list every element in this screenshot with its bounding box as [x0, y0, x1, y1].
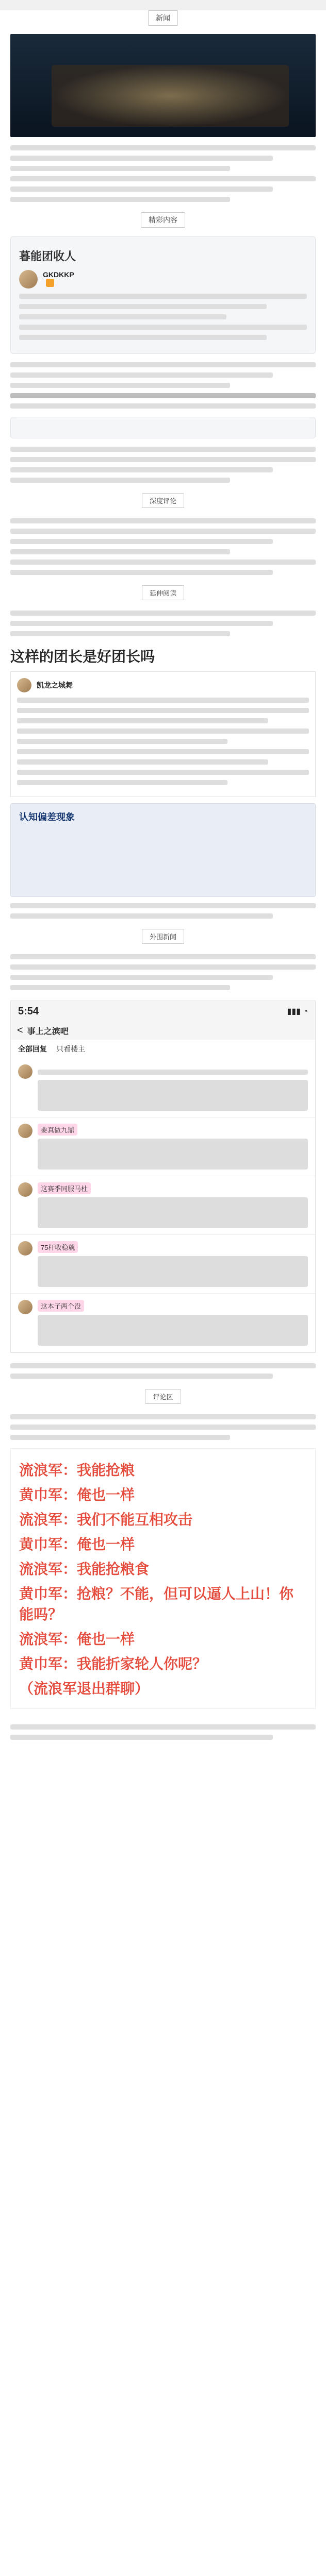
chat-line: 黄巾军：抢粮？不能，但可以逼人上山！你能吗？ [19, 1586, 294, 1622]
badge-icon [46, 279, 54, 287]
paragraph [10, 447, 316, 483]
chat-line: 黄巾军：俺也一样 [19, 1536, 135, 1552]
reply-item [11, 1117, 315, 1176]
reply-text: 这本子两个没 [38, 1300, 84, 1312]
post-meta [43, 279, 74, 289]
avatar [18, 1182, 32, 1197]
headline: 这样的团长是好团长吗 [10, 649, 155, 665]
back-icon[interactable]: < [17, 1025, 23, 1036]
chat-line: 流浪军：俺也一样 [19, 1631, 135, 1647]
avatar [17, 678, 31, 692]
post-author: GKDKKP [43, 270, 74, 279]
reply-item [11, 1235, 315, 1294]
paragraph [10, 954, 316, 990]
paragraph [10, 1363, 316, 1379]
section-tag: 新闻 [0, 10, 326, 26]
hero-image [10, 34, 316, 137]
forum-post [10, 671, 316, 797]
phone-screenshot [10, 1001, 316, 1353]
tab-all[interactable]: 全部回复 [18, 1045, 47, 1053]
reply-text: 要真做九鼎 [38, 1124, 77, 1136]
chat-line: 黄巾军：俺也一样 [19, 1487, 135, 1503]
quote-card [10, 417, 316, 438]
chat-line: 流浪军：我能抢粮 [19, 1462, 135, 1478]
chat-banner [10, 1448, 316, 1709]
image-label: 认知偏差现象 [19, 812, 75, 822]
section-tag: 精彩内容 [0, 212, 326, 228]
avatar [18, 1241, 32, 1256]
forum-title: 事上之滨吧 [27, 1027, 69, 1036]
avatar [18, 1124, 32, 1138]
reply-item [11, 1294, 315, 1352]
section-tag: 评论区 [0, 1389, 326, 1404]
reply-text: 75杆收稳就 [38, 1241, 78, 1253]
chat-line: 流浪军：我能抢粮食 [19, 1561, 150, 1577]
paragraph [10, 611, 316, 636]
section-tag: 延伸阅读 [0, 585, 326, 600]
chat-line: 流浪军：我们不能互相攻击 [19, 1512, 193, 1528]
reply-item [11, 1176, 315, 1235]
avatar [18, 1300, 32, 1314]
paragraph [10, 518, 316, 575]
status-icons: ▮▮▮ ◔ [287, 1007, 308, 1016]
post-author: 凯龙之城舞 [37, 681, 73, 689]
avatar [18, 1064, 32, 1079]
avatar [19, 270, 38, 289]
section-tag: 深度评论 [0, 493, 326, 508]
reply-item [11, 1058, 315, 1117]
section-tag: 外围新闻 [0, 929, 326, 944]
post-card [10, 236, 316, 354]
paragraph [10, 362, 316, 409]
footer-note [10, 1724, 316, 1740]
chat-line: （流浪军退出群聊） [19, 1681, 150, 1697]
screenshot-image [10, 803, 316, 897]
paragraph [10, 145, 316, 202]
tab-owner[interactable]: 只看楼主 [56, 1045, 85, 1053]
reply-text: 这赛季同服马杜 [38, 1182, 91, 1194]
paragraph [10, 1414, 316, 1440]
chat-line: 黄巾军：我能折家轮人你呢？ [19, 1656, 207, 1672]
article-page [0, 10, 326, 2576]
paragraph [10, 903, 316, 919]
status-time: 5:54 [18, 1005, 39, 1017]
post-title: 暮能团收人 [19, 250, 76, 263]
